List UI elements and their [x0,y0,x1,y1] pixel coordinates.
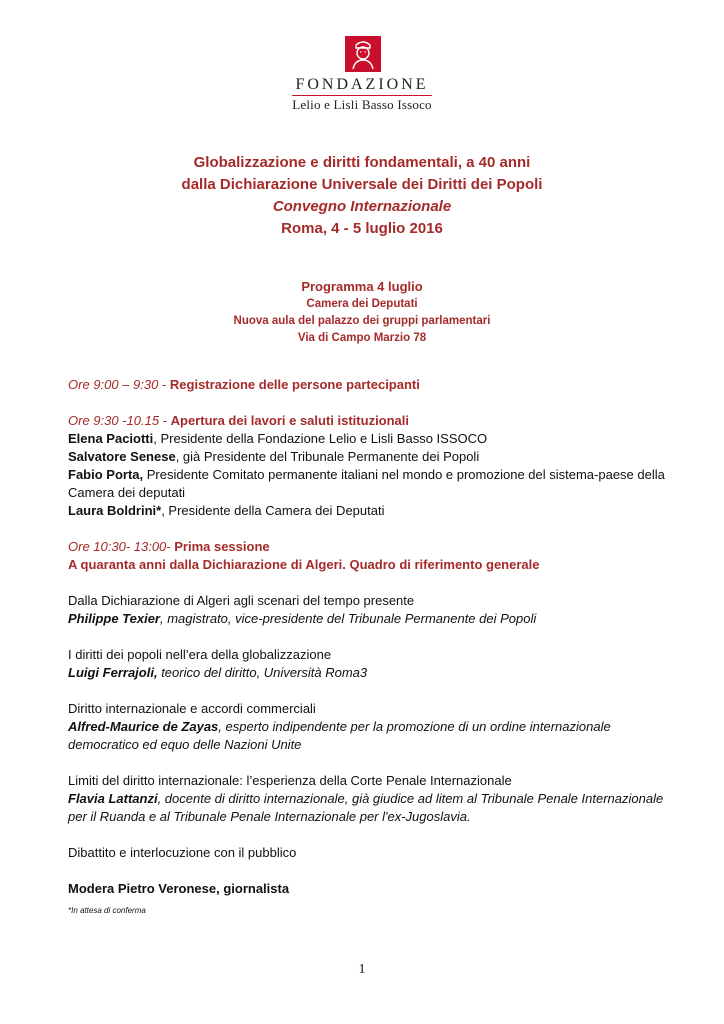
opening-title: Apertura dei lavori e saluti istituzionali [170,413,410,428]
talk-role: , docente di diritto internazionale, già giudice ad litem al Tribunale Penale Internazionale per il Ruanda e al Tribunale Penale Internazionale per l'ex-Jugoslavia. [68,791,664,824]
talk-speaker: Philippe Texier [68,611,160,626]
speaker-role: Presidente Comitato permanente italiani nel mondo e promozione del sistema-paese della Camera dei deputati [68,467,665,500]
org-line2: Lelio e Lisli Basso Issoco [292,97,432,112]
registration-title: Registrazione delle persone partecipanti [169,377,420,392]
venue-place: Camera dei Deputati [306,298,418,310]
foundation-name [0,76,724,113]
speaker-entry [68,430,678,448]
session1-title: Prima sessione [174,539,270,554]
footnote: *In attesa di conferma [68,906,146,915]
talk-topic: Limiti del diritto internazionale: l’esperienza della Corte Penale Internazionale [68,773,512,788]
debate-item: Dibattito e interlocuzione con il pubblico [68,845,297,860]
venue-hall: Nuova aula del palazzo dei gruppi parlamentari [233,315,491,327]
foundation-logo [345,36,381,72]
portrait-icon [345,36,381,72]
page-number: 1 [358,962,366,977]
speaker-entry [68,502,678,520]
program-day: Programma 4 luglio [301,279,423,294]
venue-address: Via di Campo Marzio 78 [297,332,427,344]
speaker-name: Elena Paciotti [68,431,154,446]
talk-speaker-line [68,718,678,754]
title-line1: Globalizzazione e diritti fondamentali, a 40 anni [193,154,531,171]
talk-topic: I diritti dei popoli nell’era della globalizzazione [68,647,332,662]
speaker-role: , Presidente della Camera dei Deputati [161,503,385,518]
talk-role: teorico del diritto, Università Roma3 [157,665,368,680]
venue-info [0,278,724,347]
registration-item [68,376,678,394]
talk-speaker: Luigi Ferrajoli, [68,665,158,680]
title-line4: Roma, 4 - 5 luglio 2016 [281,220,443,237]
speaker-entry [68,466,678,502]
talk-speaker-line [68,664,678,682]
org-line1: FONDAZIONE [295,76,429,93]
speaker-name: Laura Boldrini* [68,503,162,518]
title-line3: Convegno Internazionale [272,198,452,215]
talk-topic: Dalla Dichiarazione di Algeri agli scenari del tempo presente [68,593,415,608]
talk-speaker: Alfred-Maurice de Zayas [68,719,219,734]
speaker-name: Salvatore Senese [68,449,176,464]
talk-speaker-line [68,610,678,628]
program-body [68,376,678,898]
org-divider [292,95,432,96]
speaker-role: , già Presidente del Tribunale Permanente dei Popoli [175,449,480,464]
speaker-name: Fabio Porta, [68,467,144,482]
session1-item [68,538,678,556]
opening-item [68,412,678,430]
speaker-entry [68,448,678,466]
moderator-item: Modera Pietro Veronese, giornalista [68,881,290,896]
talk-role: , magistrato, vice-presidente del Tribunale Permanente dei Popoli [160,611,537,626]
title-line2: dalla Dichiarazione Universale dei Diritti dei Popoli [181,176,543,193]
registration-time: Ore 9:00 – 9:30 - [68,377,170,392]
talk-topic: Diritto internazionale e accordi commerciali [68,701,316,716]
talk-speaker-line [68,790,678,826]
talk-speaker: Flavia Lattanzi [68,791,158,806]
conference-title [0,152,724,240]
session1-subtitle: A quaranta anni dalla Dichiarazione di Algeri. Quadro di riferimento generale [68,557,540,572]
session1-time: Ore 10:30- 13:00- [68,539,175,554]
talk-role: , esperto indipendente per la promozione di un ordine internazionale democratico ed equo delle Nazioni Unite [68,719,611,752]
opening-time: Ore 9:30 -10.15 - [68,413,171,428]
speaker-role: , Presidente della Fondazione Lelio e Lisli Basso ISSOCO [153,431,488,446]
